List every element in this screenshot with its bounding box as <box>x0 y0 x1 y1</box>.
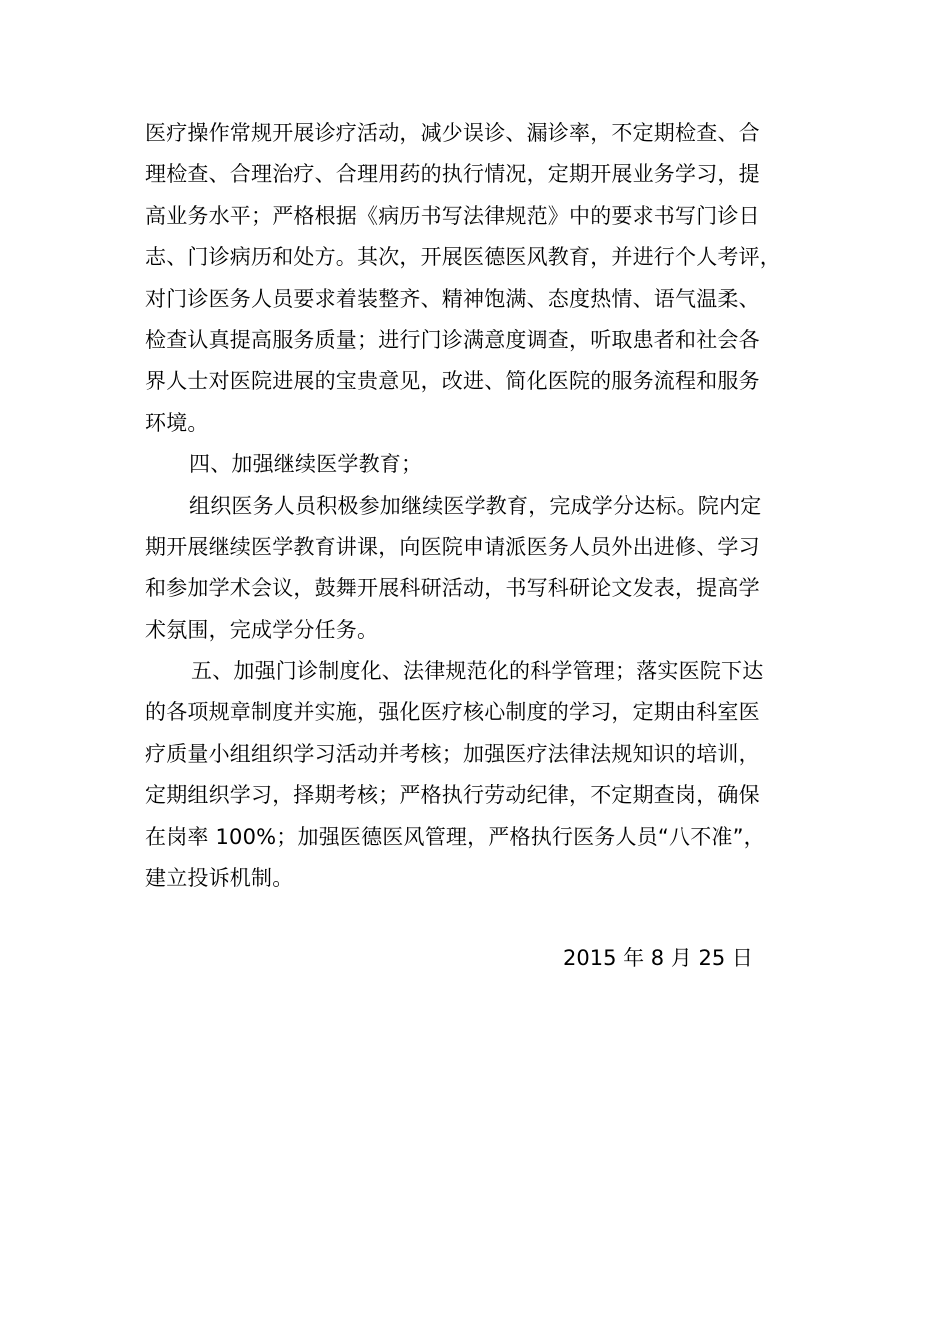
text-line: 检查认真提高服务质量；进行门诊满意度调查，听取患者和社会各 <box>145 327 760 352</box>
text-line: 术氛围，完成学分任务。 <box>145 617 379 642</box>
text-line: 环境。 <box>145 410 209 435</box>
text-line: 医疗操作常规开展诊疗活动，减少误诊、漏诊率，不定期检查、合 <box>145 121 760 145</box>
text-line: 疗质量小组组织学习活动并考核；加强医疗法律法规知识的培训， <box>145 741 760 766</box>
text-line: 理检查、合理治疗、合理用药的执行情况，定期开展业务学习，提 <box>145 162 760 187</box>
text-line: 期开展继续医学教育讲课，向医院申请派医务人员外出进修、学习 <box>145 534 760 559</box>
text-line: 在岗率 100%；加强医德医风管理，严格执行医务人员“八不准”， <box>145 824 765 849</box>
body-text <box>145 113 825 899</box>
document-date: 2015 年 8 月 25 日 <box>563 946 753 970</box>
text-line: 组织医务人员积极参加继续医学教育，完成学分达标。院内定 <box>189 493 762 518</box>
text-line: 建立投诉机制。 <box>145 866 294 891</box>
text-line: 高业务水平；严格根据《病历书写法律规范》中的要求书写门诊日 <box>145 203 760 228</box>
text-line: 志、门诊病历和处方。其次，开展医德医风教育，并进行个人考评， <box>145 245 781 270</box>
section-heading-four: 四、加强继续医学教育； <box>189 452 423 477</box>
text-line: 界人士对医院进展的宝贵意见，改进、简化医院的服务流程和服务 <box>145 369 760 394</box>
text-line: 对门诊医务人员要求着装整齐、精神饱满、态度热情、语气温柔、 <box>145 286 760 311</box>
text-line: 和参加学术会议，鼓舞开展科研活动，书写科研论文发表，提高学 <box>145 576 760 601</box>
section-heading-five: 五、加强门诊制度化、法律规范化的科学管理；落实医院下达 <box>191 659 764 684</box>
text-line: 的各项规章制度并实施，强化医疗核心制度的学习，定期由科室医 <box>145 700 760 725</box>
text-line: 定期组织学习，择期考核；严格执行劳动纪律，不定期查岗，确保 <box>145 783 760 808</box>
